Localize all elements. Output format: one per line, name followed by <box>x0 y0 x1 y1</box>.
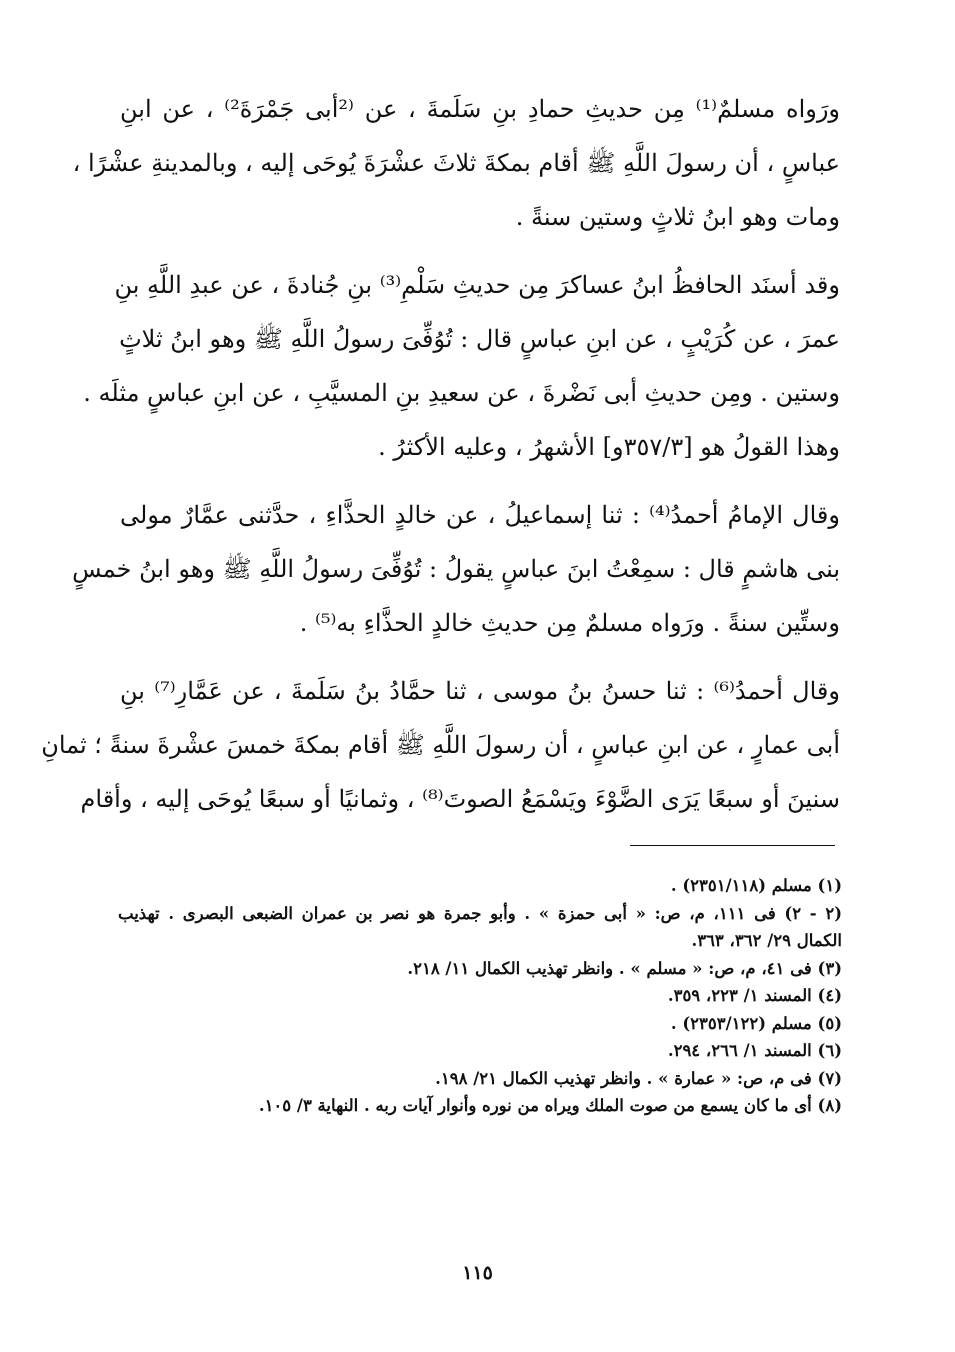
text-line: سنينَ أو سبعًا يَرَى الضَّوْءَ ويَسْمَعُ الصوتَ⁽⁸⁾ ، وثمانيًا أو سبعًا يُوحَى إليه ، وأقام <box>80 785 840 813</box>
paragraph-2 <box>83 258 840 474</box>
text-line: ومات وهو ابنُ ثلاثٍ وستين سنةً . <box>515 203 840 231</box>
text-line: وستين . ومِن حديثِ أبى نَضْرةَ ، عن سعيدِ بنِ المسيَّبِ ، عن ابنِ عباسٍ مثلَه . <box>83 379 840 407</box>
main-text <box>41 82 841 840</box>
paragraph-1 <box>72 82 841 244</box>
footnote-line: (٧) فى م، ص: « عمارة » . وانظر تهذيب الكمال ٢١/ ١٩٨. <box>435 1068 842 1088</box>
footnote-line: (٤) المسند ١/ ٢٢٣، ٣٥٩. <box>667 986 842 1005</box>
paragraph-3 <box>72 488 840 650</box>
footnote-line: (٨) أى ما كان يسمع من صوت الملك ويراه من نوره وأنوار آيات ربه . النهاية ٣/ ١٠٥. <box>258 1096 842 1115</box>
footnote-line: (١) مسلم (٢٣٥١/١١٨) . <box>670 876 842 895</box>
footnote-line: الكمال ٢٩/ ٣٦٢، ٣٦٣. <box>691 931 842 950</box>
text-line: وستِّين سنةً . ورَواه مسلمٌ مِن حديثِ خالدٍ الحذَّاءِ به⁽⁵⁾ . <box>299 609 840 637</box>
footnotes <box>118 872 842 1120</box>
footnote-line: (٦) المسند ١/ ٢٦٦، ٢٩٤. <box>667 1041 842 1060</box>
text-line: وقد أسنَد الحافظُ ابنُ عساكرَ مِن حديثِ سَلْمِ⁽³⁾ بنِ جُنادةَ ، عن عبدِ اللَّهِ بنِ <box>114 271 840 299</box>
text-line: وقال أحمدُ⁽⁶⁾ : ثنا حسنُ بنُ موسى ، ثنا حمَّادُ بنُ سَلَمةَ ، عن عَمَّارِ⁽⁷⁾ بنِ <box>120 677 840 705</box>
text-line: وقال الإمامُ أحمدُ⁽⁴⁾ : ثنا إسماعيلُ ، عن خالدٍ الحذَّاءِ ، حدَّثنى عمَّارٌ مولى <box>120 501 840 529</box>
page-number: ١١٥ <box>462 1262 493 1284</box>
text-line: أبى عمارٍ ، عن ابنِ عباسٍ ، أن رسولَ اللَّهِ ﷺ أقام بمكةَ خمسَ عشْرةَ سنةً ؛ ثمانِ <box>41 731 840 759</box>
text-line: عباسٍ ، أن رسولَ اللَّهِ ﷺ أقام بمكةَ ثلاثَ عشْرَةَ يُوحَى إليه ، وبالمدينةِ عشْرًا ، <box>72 149 840 177</box>
footnote-line: (٢ - ٢) فى ١١١، م، ص: « أبى حمزة » . وأبو جمرة هو نصر بن عمران الضبعى البصرى . تهذيب <box>118 903 842 923</box>
text-line: بنى هاشمٍ قال : سمِعْتُ ابنَ عباسٍ يقولُ : تُوُفِّىَ رسولُ اللَّهِ ﷺ وهو ابنُ خمسٍ <box>72 555 840 583</box>
footnote-line: (٣) فى ٤١، م، ص: « مسلم » . وانظر تهذيب الكمال ١١/ ٢١٨. <box>407 958 842 978</box>
footnote-line: (٥) مسلم (٢٣٥٣/١٢٢) . <box>670 1013 842 1033</box>
text-line: ورَواه مسلمٌ⁽¹⁾ مِن حديثِ حمادِ بنِ سَلَمةَ ، عن ⁽²أبى جَمْرَةَ²⁾ ، عن ابنِ <box>120 95 841 123</box>
text-line: وهذا القولُ هو [٣٥٧/٣و] الأشهرُ ، وعليه الأكثرُ . <box>378 433 840 461</box>
footnote-separator <box>630 845 835 846</box>
paragraph-4 <box>41 664 840 826</box>
text-line: عمرَ ، عن كُرَيْبٍ ، عن ابنِ عباسٍ قال : تُوُفِّىَ رسولُ اللَّهِ ﷺ وهو ابنُ ثلاثٍ <box>119 325 840 353</box>
